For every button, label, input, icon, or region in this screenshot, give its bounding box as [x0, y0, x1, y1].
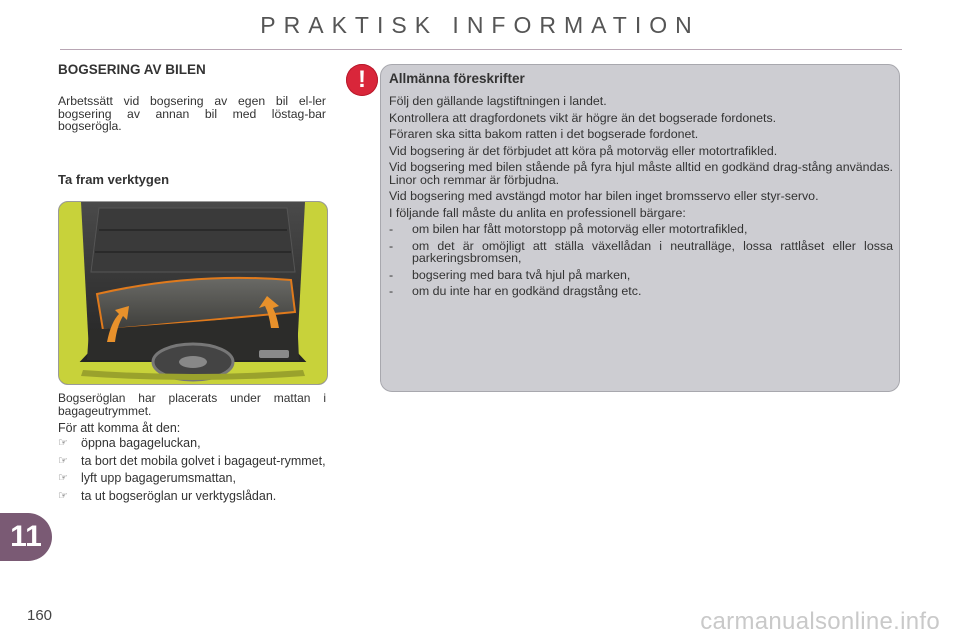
section-title: BOGSERING AV BILEN [58, 62, 206, 77]
list-item: - om det är omöjligt att ställa växellådan i neutralläge, lossa rattlåset eller lossa parkeringsbromsen, [389, 238, 893, 265]
header-divider [60, 49, 902, 50]
list-item: - bogsering med bara två hjul på marken, [389, 267, 631, 282]
car-trunk-photo [58, 201, 328, 385]
access-intro: För att komma åt den: [58, 421, 181, 435]
exclamation-icon: ! [346, 64, 378, 96]
subheading-tools: Ta fram verktygen [58, 172, 170, 187]
rule-paragraph: Vid bogsering är det förbjudet att köra på motorväg eller motortrafikled. [389, 143, 778, 158]
page-number: 160 [27, 607, 53, 624]
list-item: - om du inte har en godkänd dragstång etc. [389, 284, 642, 298]
rule-paragraph: I följande fall måste du anlita en professionell bärgare: [389, 205, 686, 220]
rule-paragraph: Vid bogsering med bilen stående på fyra hjul måste alltid en godkänd drag-stång användas. Linor och remmar är förbjudna. [389, 160, 893, 187]
photo-caption: Bogseröglan har placerats under mattan i bagageutrymmet. [58, 391, 326, 418]
hand-pointer-icon: ☞ [58, 454, 68, 467]
hand-pointer-icon: ☞ [58, 472, 68, 484]
rule-paragraph: Följ den gällande lagstiftningen i landet. [389, 94, 607, 108]
intro-paragraph: Arbetssätt vid bogsering av egen bil el-ler bogsering av annan bil med löstag-bar bogserögla. [58, 94, 326, 133]
rules-title: Allmänna föreskrifter [389, 71, 525, 86]
chapter-tab: 11 [0, 513, 52, 561]
step-list [58, 437, 328, 507]
hand-pointer-icon: ☞ [58, 489, 68, 502]
list-item: ☞ ta bort det mobila golvet i bagageut-rymmet, [58, 453, 326, 468]
rule-paragraph: Föraren ska sitta bakom ratten i det bogserade fordonet. [389, 127, 699, 141]
rule-paragraph: Kontrollera att dragfordonets vikt är högre än det bogserade fordonets. [389, 110, 777, 125]
hand-pointer-icon: ☞ [58, 437, 68, 449]
list-item: ☞ lyft upp bagagerumsmattan, [58, 471, 236, 485]
list-item: ☞ öppna bagageluckan, [58, 436, 201, 450]
watermark: carmanualsonline.info [700, 608, 940, 635]
rule-paragraph: Vid bogsering med avstängd motor har bilen inget bromsservo eller styr-servo. [389, 189, 819, 203]
list-item: - om bilen har fått motorstopp på motorväg eller motortrafikled, [389, 222, 748, 236]
general-rules-box [380, 64, 900, 392]
list-item: ☞ ta ut bogseröglan ur verktygslådan. [58, 488, 277, 503]
page-header-title: PRAKTISK INFORMATION [260, 12, 700, 38]
